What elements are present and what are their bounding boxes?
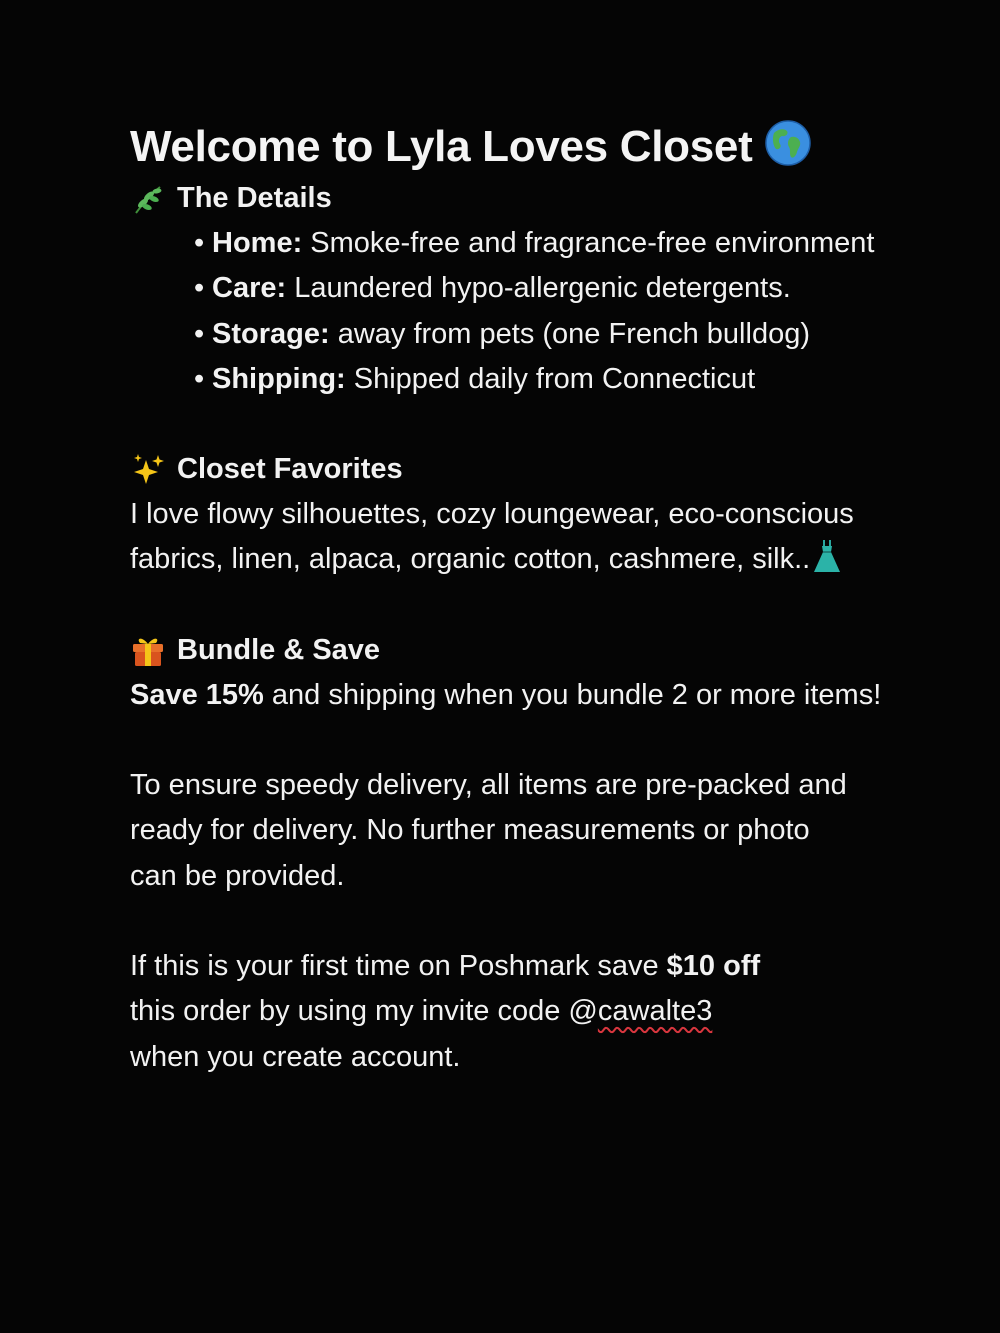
list-item: • Storage: away from pets (one French bulldog) (194, 317, 810, 350)
invite-line-3: when you create account. (130, 1040, 461, 1073)
dress-icon (810, 538, 844, 574)
bundle-bold: Save 15% (130, 678, 264, 711)
delivery-line-2: ready for delivery. No further measurements or photo (130, 814, 810, 847)
spacer (130, 899, 930, 944)
details-list (130, 221, 930, 402)
sparkles-icon (130, 452, 166, 488)
invite-line-1-text: If this is your first time on Poshmark save (130, 949, 667, 982)
gift-icon (130, 632, 166, 668)
list-item: • Shipping: Shipped daily from Connecticut (194, 362, 756, 395)
page-title (130, 118, 930, 176)
list-item-label: Care: (212, 272, 287, 305)
spacer (130, 402, 930, 447)
details-heading (130, 176, 930, 221)
bundle-text (130, 673, 930, 718)
globe-icon (764, 119, 812, 167)
list-item-label: Storage: (212, 317, 330, 350)
spacer (130, 583, 930, 628)
bundle-heading-text: Bundle & Save (177, 633, 381, 666)
list-item-label: Shipping: (212, 362, 346, 395)
details-heading-text: The Details (177, 182, 332, 214)
note-content (130, 118, 930, 1080)
page-title-text: Welcome to Lyla Loves Closet (130, 122, 753, 171)
favorites-heading-text: Closet Favorites (177, 453, 403, 486)
invite-line-2-text: this order by using my invite code @ (130, 995, 598, 1028)
favorites-line-2 (130, 537, 930, 582)
list-item-label: Home: (212, 227, 303, 259)
favorites-line-2-text: fabrics, linen, alpaca, organic cotton, cashmere, silk.. (130, 543, 811, 576)
list-item-text: Shipped daily from Connecticut (345, 362, 756, 395)
bundle-heading (130, 628, 930, 673)
bundle-rest: and shipping when you bundle 2 or more items! (263, 678, 882, 711)
invite-line-2 (130, 989, 930, 1034)
delivery-line-3: can be provided. (130, 859, 345, 892)
favorites-line-1: I love flowy silhouettes, cozy loungewear, eco-conscious (130, 498, 854, 531)
spacer (130, 718, 930, 763)
herb-icon (130, 181, 166, 217)
list-item-text: Smoke-free and fragrance-free environment (302, 227, 875, 259)
list-item: • Care: Laundered hypo-allergenic detergents. (194, 272, 791, 305)
delivery-line-1: To ensure speedy delivery, all items are pre-packed and (130, 769, 847, 802)
favorites-heading (130, 447, 930, 492)
list-item-text: away from pets (one French bulldog) (329, 317, 810, 350)
list-item: • Home: Smoke-free and fragrance-free environment (194, 227, 875, 259)
invite-line-1 (130, 944, 930, 989)
invite-discount: $10 off (666, 949, 761, 982)
list-item-text: Laundered hypo-allergenic detergents. (286, 272, 791, 305)
invite-code[interactable]: cawalte3 (597, 995, 713, 1028)
